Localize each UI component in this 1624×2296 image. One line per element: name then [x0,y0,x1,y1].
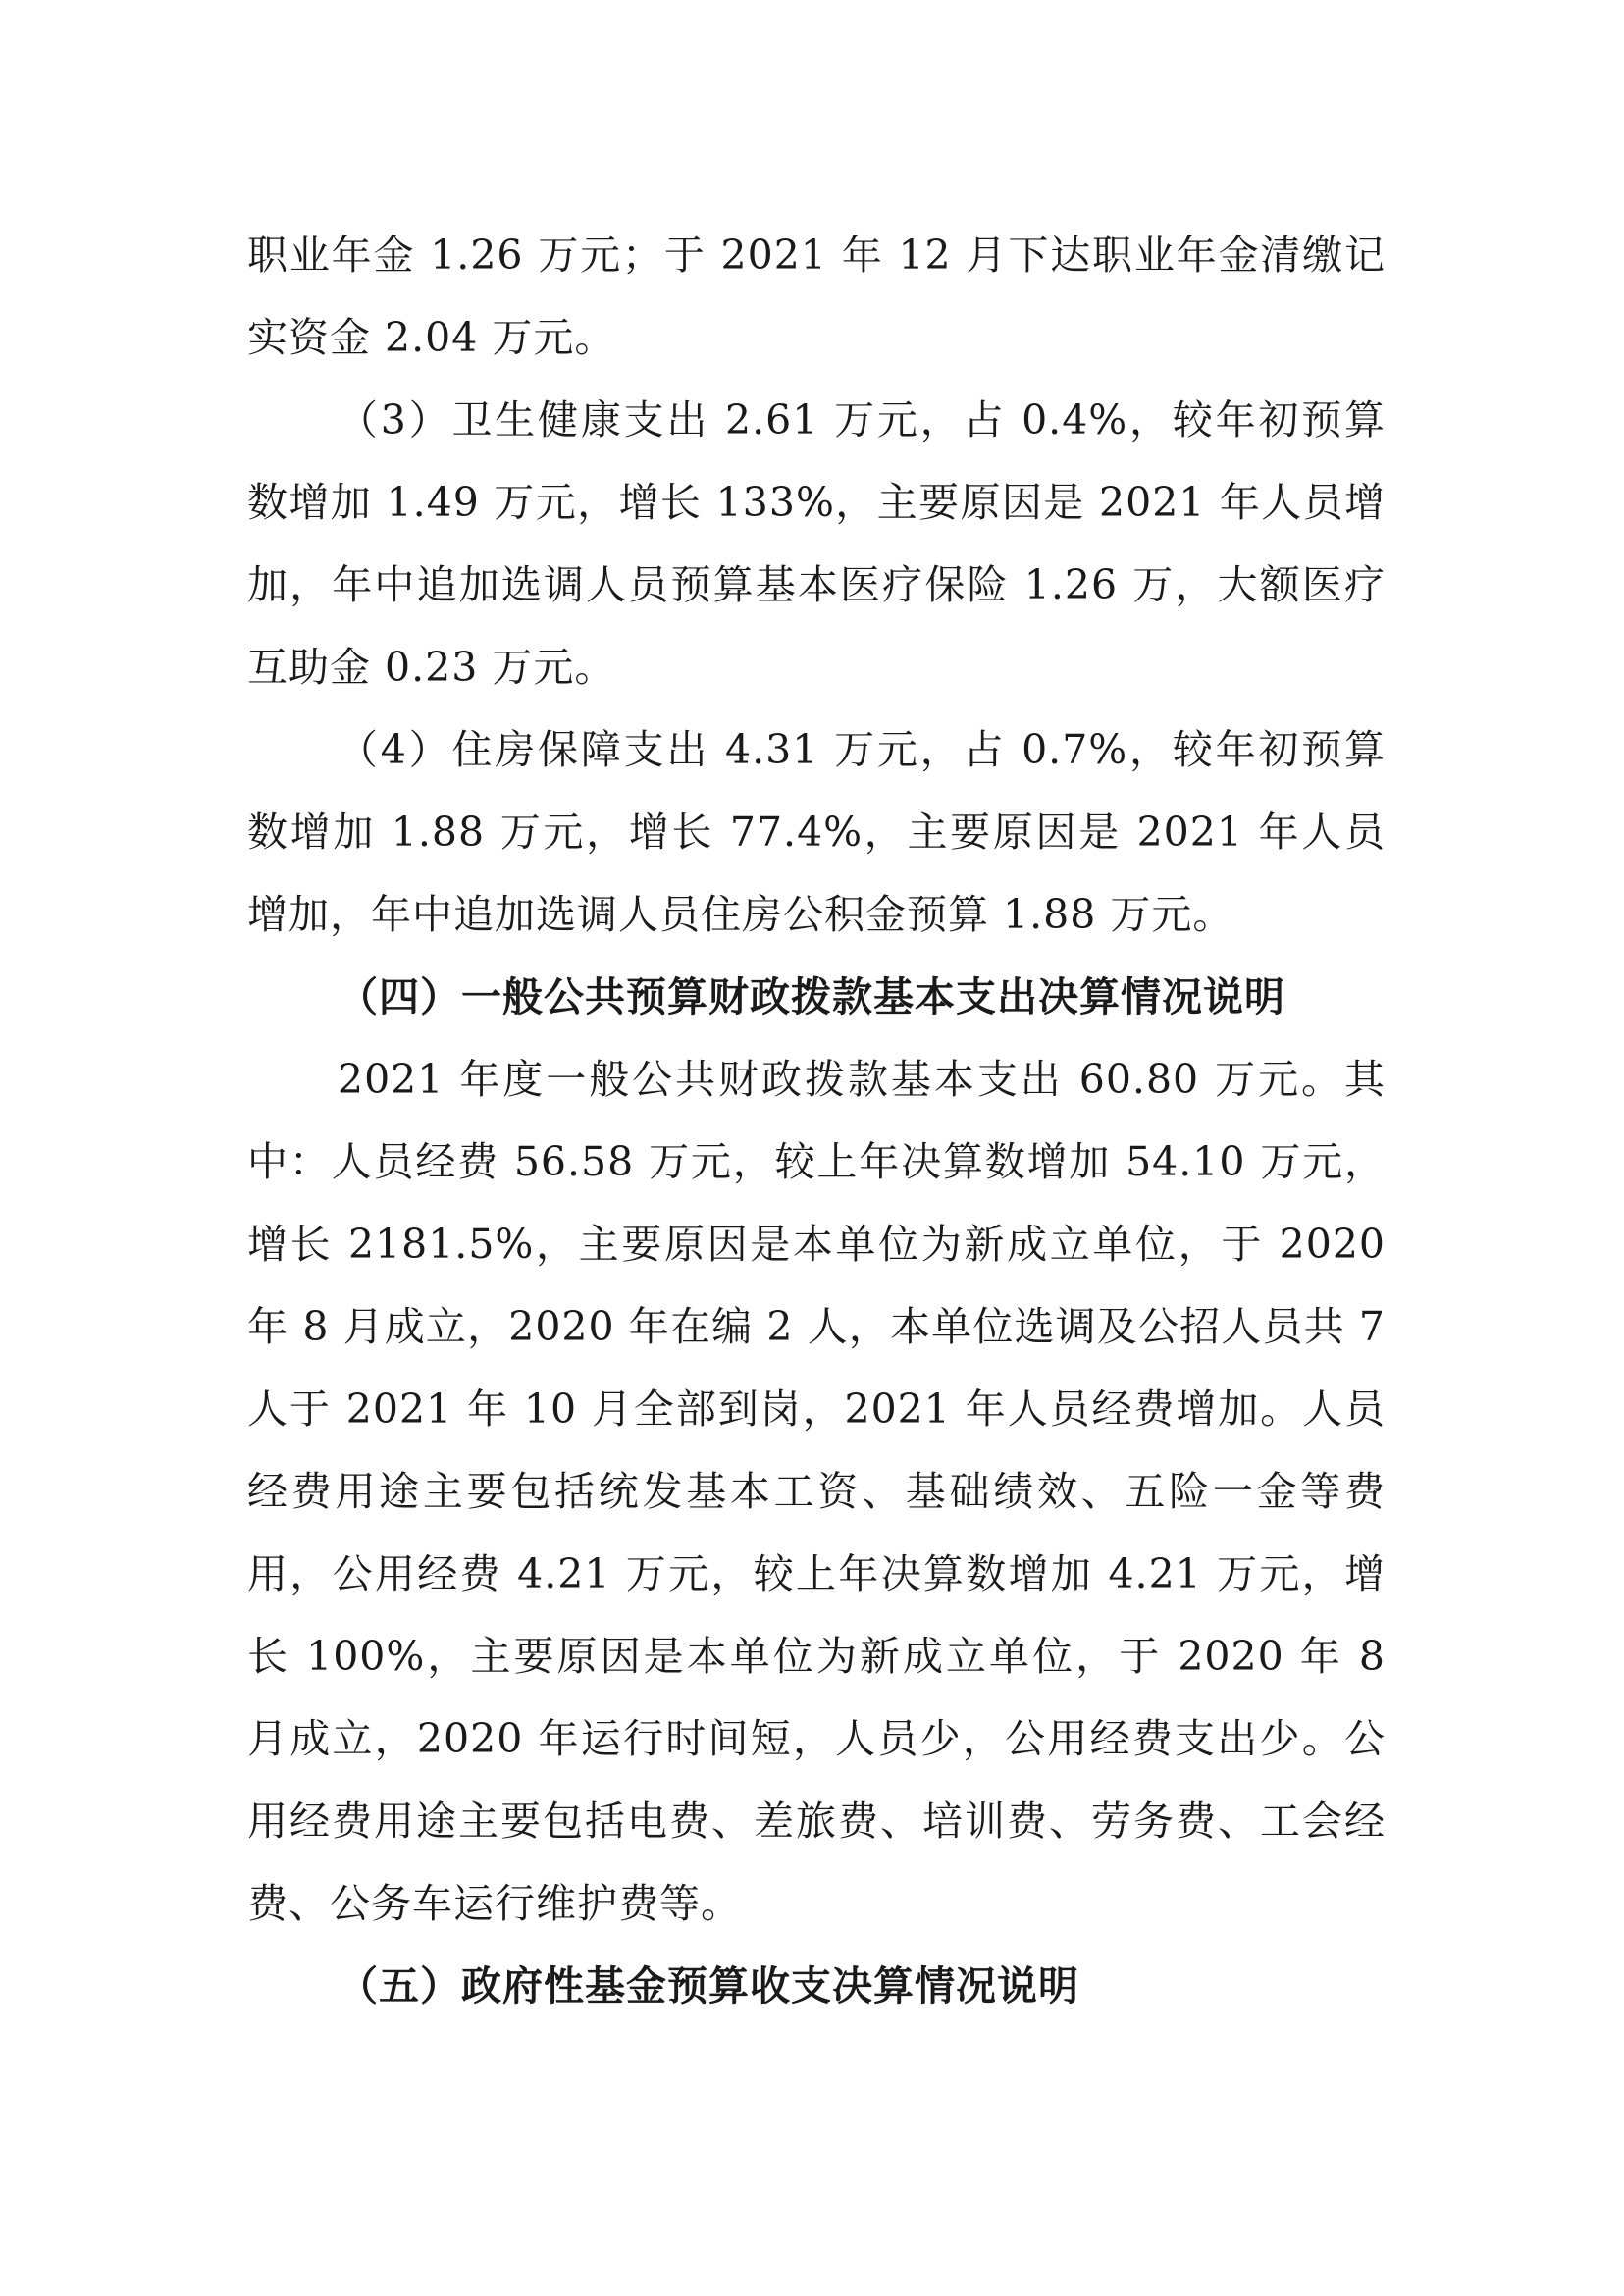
paragraph-health-expenditure: （3）卫生健康支出 2.61 万元，占 0.4%，较年初预算数增加 1.49 万元，增长 133%，主要原因是 2021 年人员增加，年中追加选调人员预算基本医疗保险 1.26 万，大额医疗互助金 0.23 万元。 [247,396,1386,691]
paragraph-pension: 职业年金 1.26 万元；于 2021 年 12 月下达职业年金清缴记实资金 2.04 万元。 [247,232,1386,361]
paragraph-housing-expenditure: （4）住房保障支出 4.31 万元，占 0.7%，较年初预算数增加 1.88 万元，增长 77.4%，主要原因是 2021 年人员增加，年中追加选调人员住房公积金预算 1.88 万元。 [247,726,1386,938]
section-heading-government-fund: （五）政府性基金预算收支决算情况说明 [338,1962,1079,2009]
paragraph-basic-expenditure: 2021 年度一般公共财政拨款基本支出 60.80 万元。其中：人员经费 56.58 万元，较上年决算数增加 54.10 万元，增长 2181.5%，主要原因是本单位为新成立单位，于 2020 年 8 月成立，2020 年在编 2 人，本单位选调及公招人员共 7 人于 2021 年 10 月全部到岗，2021 年人员经费增加。人员经费用途主要包括统发基本工资、基础绩效、五险一金等费用，公用经费 4.21 万元，较上年决算数增加 4.21 万元，增长 100%，主要原因是本单位为新成立单位，于 2020 年 8 月成立，2020 年运行时间短，人员少，公用经费支出少。公用经费用途主要包括电费、差旅费、培训费、劳务费、工会经费、公务车运行维护费等。 [247,1056,1386,1927]
section-heading-basic-expenditure: （四）一般公共预算财政拨款基本支出决算情况说明 [338,973,1285,1020]
document-body [247,214,1386,2027]
